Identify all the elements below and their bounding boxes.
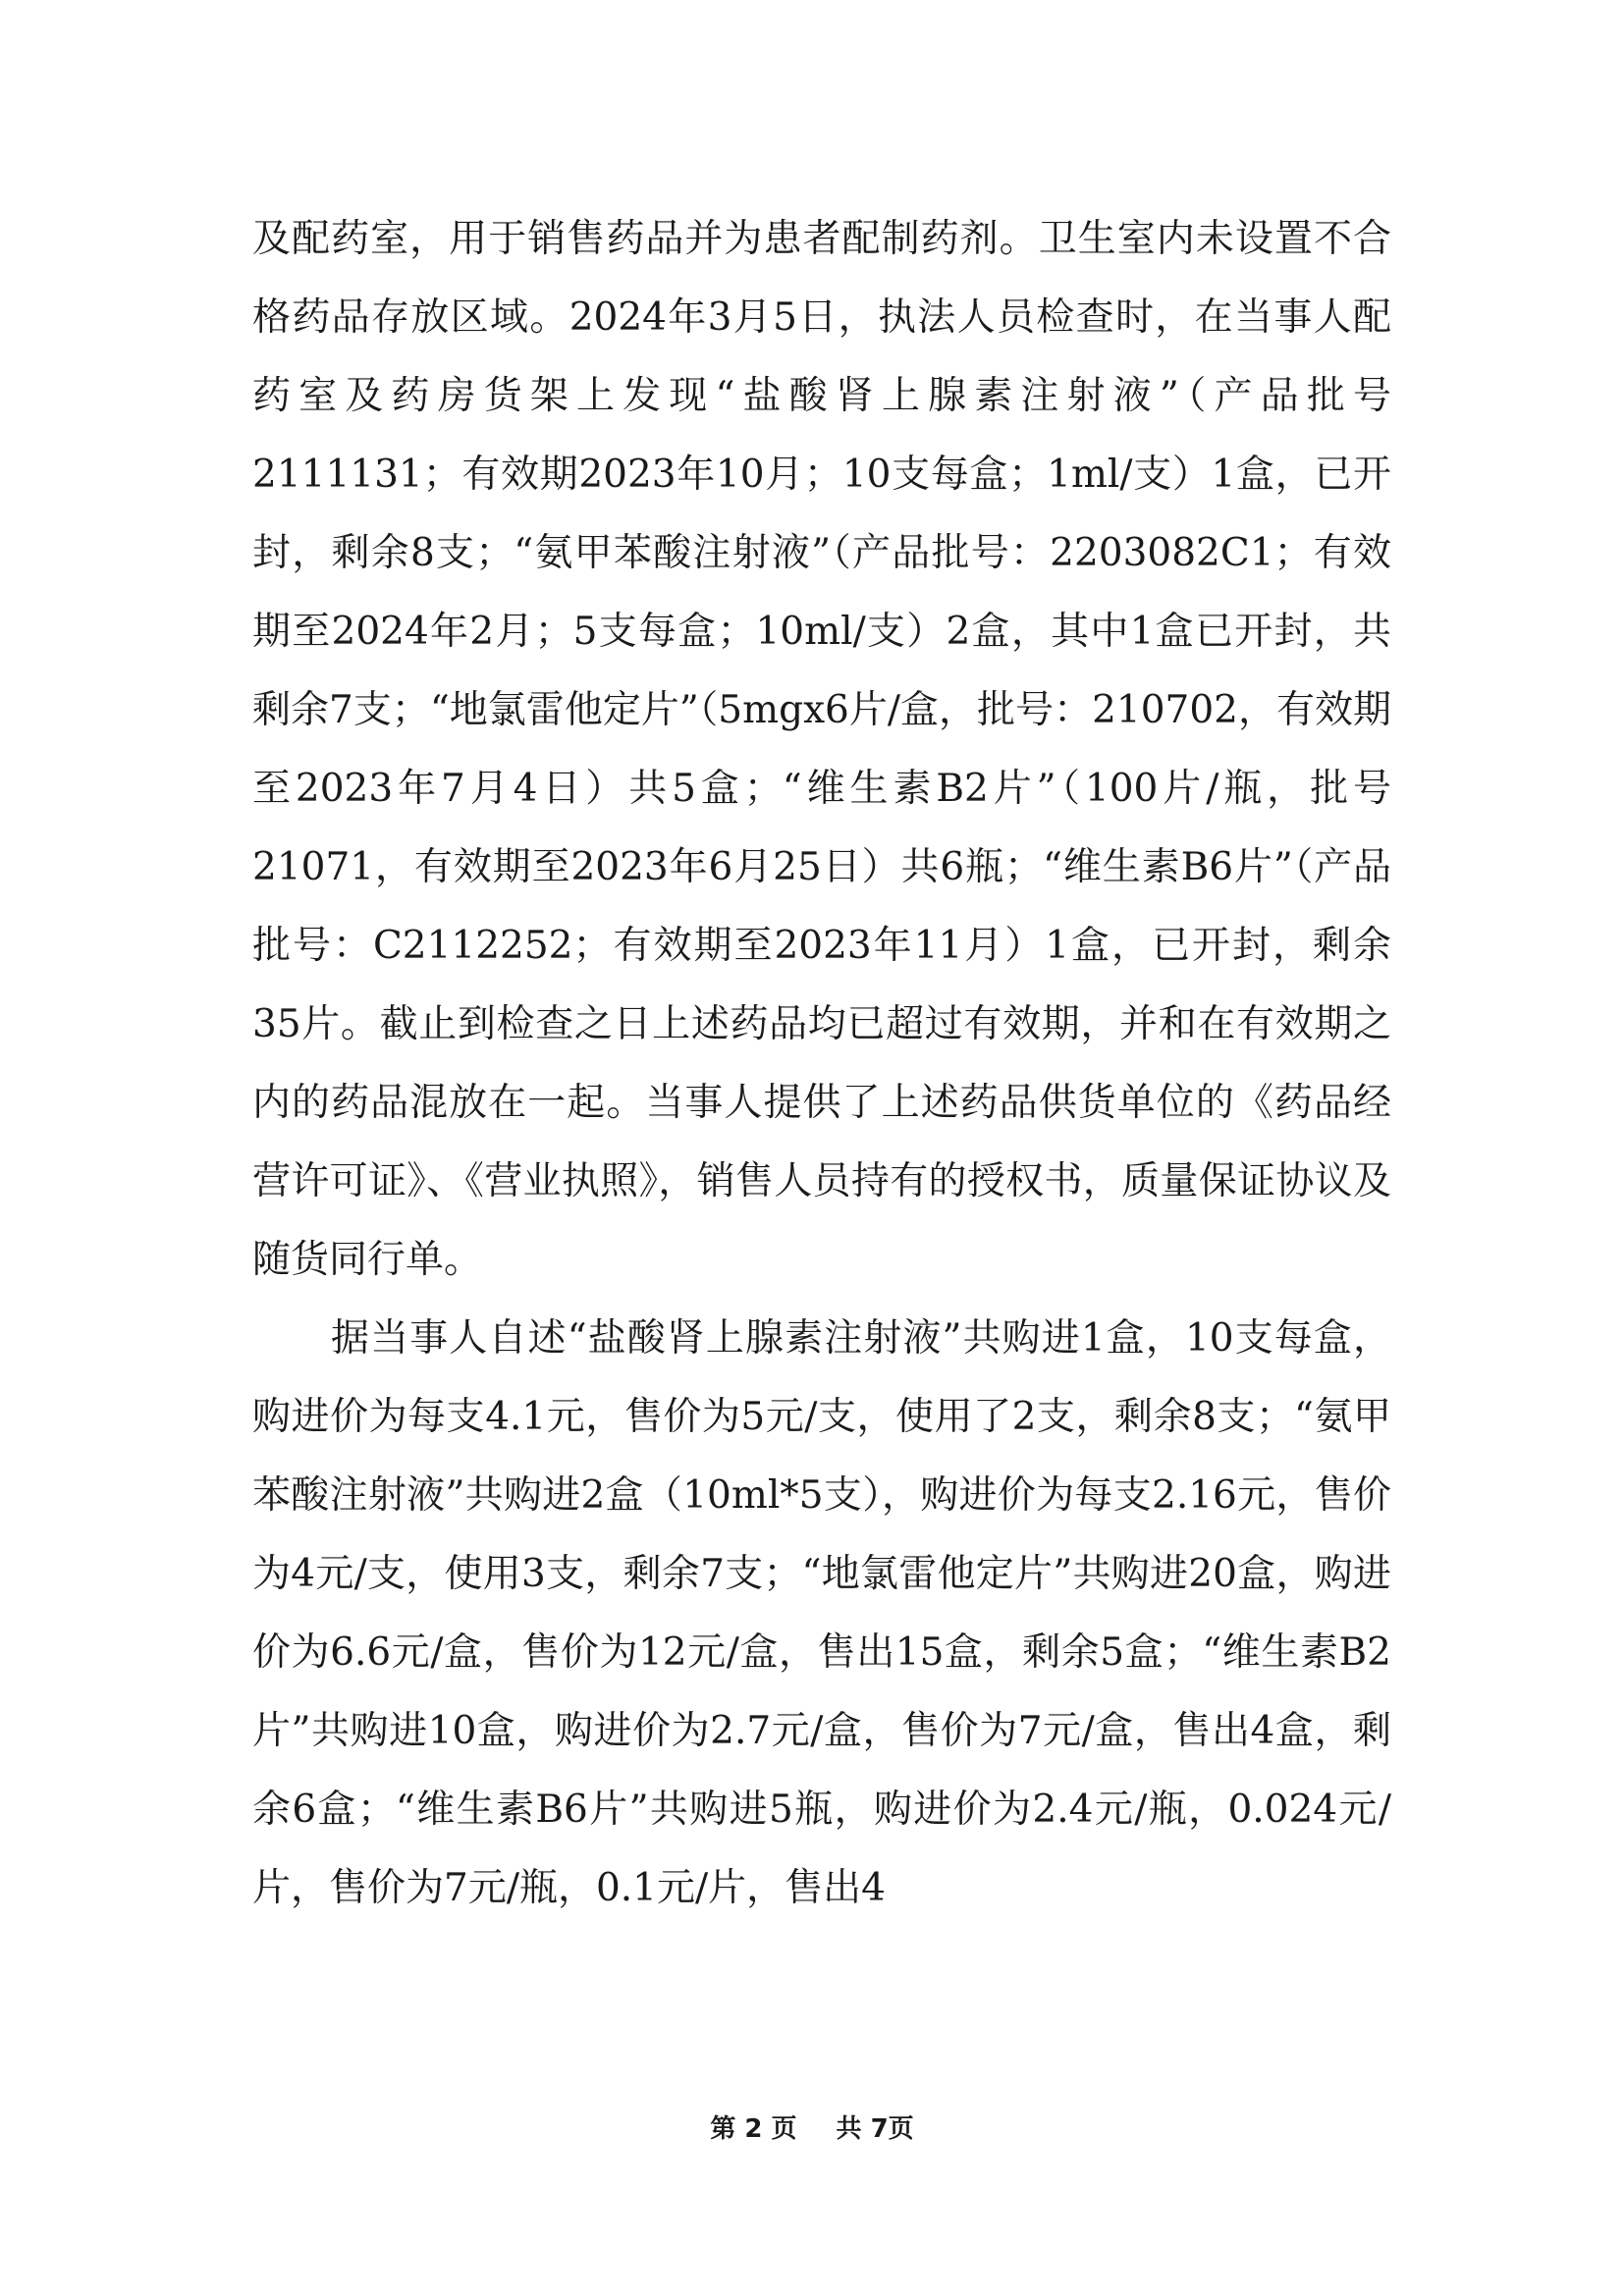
paragraph-inspection-findings: 及配药室，用于销售药品并为患者配制药剂。卫生室内未设置不合格药品存放区域。2024年3月5日，执法人员检查时，在当事人配药室及药房货架上发现“盐酸肾上腺素注射液”（产品批号2111131；有效期2023年10月；10支每盒；1ml/支）1盒，已开封，剩余8支；“氨甲苯酸注射液”（产品批号：2203082C1；有效期至2024年2月；5支每盒；10ml/支）2盒，其中1盒已开封，共剩余7支；“地氯雷他定片”（5mgx6片/盒，批号：210702，有效期至2023年7月4日）共5盒；“维生素B2片”（100片/瓶，批号21071，有效期至2023年6月25日）共6瓶；“维生素B6片”（产品批号：C2112252；有效期至2023年11月）1盒，已开封，剩余35片。截止到检查之日上述药品均已超过有效期，并和在有效期之内的药品混放在一起。当事人提供了上述药品供货单位的《药品经营许可证》、《营业执照》，销售人员持有的授权书，质量保证协议及随货同行单。: [252, 217, 1391, 1282]
page-footer: [0, 2109, 1624, 2145]
paragraph-purchase-statement: 据当事人自述“盐酸肾上腺素注射液”共购进1盒，10支每盒，购进价为每支4.1元，售价为5元/支，使用了2支，剩余8支；“氨甲苯酸注射液”共购进2盒（10ml*5支），购进价为每支2.16元，售价为4元/支，使用3支，剩余7支；“地氯雷他定片”共购进20盒，购进价为6.6元/盒，售价为12元/盒，售出15盒，剩余5盒；“维生素B2片”共购进10盒，购进价为2.7元/盒，售价为7元/盒，售出4盒，剩余6盒；“维生素B6片”共购进5瓶，购进价为2.4元/瓶，0.024元/片，售价为7元/瓶，0.1元/片，售出4: [252, 1316, 1391, 1910]
document-body: [252, 200, 1391, 1928]
total-pages: 共 7页: [836, 2114, 914, 2144]
page-number: 第 2 页: [710, 2114, 797, 2144]
